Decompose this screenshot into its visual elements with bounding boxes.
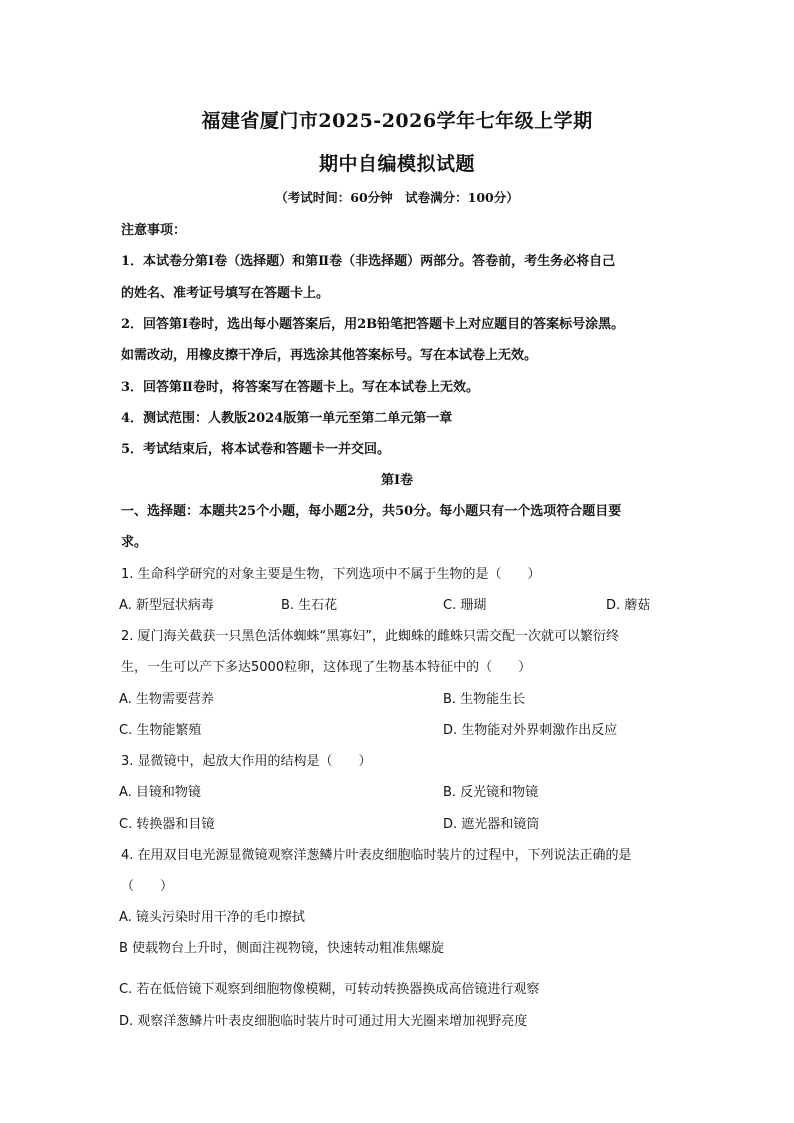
option-c: C. 生物能繁殖 <box>119 723 202 738</box>
section-instruction: 一、选择题：本题共25个小题，每小题2分，共50分。每小题只有一个选项符合题目要 <box>121 504 622 519</box>
option-b: B. 反光镜和物镜 <box>443 785 539 800</box>
option-c: C. 转换器和目镜 <box>119 817 215 832</box>
question-stem-cont: 生，一生可以产下多达5000粒卵，这体现了生物基本特征中的（ ） <box>121 660 532 675</box>
option-b: B 使载物台上升时，侧面注视物镜，快速转动粗准焦螺旋 <box>119 941 445 956</box>
note-line: 如需改动，用橡皮擦干净后，再选涂其他答案标号。写在本试卷上无效。 <box>121 348 538 363</box>
exam-time-info: （考试时间：60分钟 试卷满分：100分） <box>275 190 519 205</box>
question-stem: 4. 在用双目电光源显微镜观察洋葱鳞片叶表皮细胞临时装片的过程中，下列说法正确的是 <box>121 848 632 863</box>
option-a: A. 生物需要营养 <box>119 692 214 707</box>
note-line: 2．回答第Ⅰ卷时，选出每小题答案后，用2B铅笔把答题卡上对应题目的答案标号涂黑。 <box>121 317 625 332</box>
note-line: 4．测试范围：人教版2024版第一单元至第二单元第一章 <box>121 411 453 426</box>
note-line: 5．考试结束后，将本试卷和答题卡一并交回。 <box>121 442 391 457</box>
section-label: 第Ⅰ卷 <box>380 473 414 488</box>
option-d: D. 蘑菇 <box>606 598 651 613</box>
option-b: B. 生石花 <box>281 598 338 613</box>
option-b: B. 生物能生长 <box>443 692 526 707</box>
option-d: D. 生物能对外界刺激作出反应 <box>443 723 618 738</box>
option-c: C. 若在低倍镜下观察到细胞物像模糊，可转动转换器换成高倍镜进行观察 <box>119 982 540 997</box>
note-line: 的姓名、准考证号填写在答题卡上。 <box>121 286 330 301</box>
question-stem: 1. 生命科学研究的对象主要是生物，下列选项中不属于生物的是（ ） <box>121 567 541 582</box>
note-line: 1．本试卷分第Ⅰ卷（选择题）和第Ⅱ卷（非选择题）两部分。答卷前，考生务必将自己 <box>121 254 616 269</box>
exam-title-line2: 期中自编模拟试题 <box>318 153 475 175</box>
option-d: D. 观察洋葱鳞片叶表皮细胞临时装片时可通过用大光圈来增加视野亮度 <box>119 1014 528 1029</box>
option-a: A. 目镜和物镜 <box>119 785 201 800</box>
note-line: 3．回答第Ⅱ卷时，将答案写在答题卡上。写在本试卷上无效。 <box>121 380 480 395</box>
question-stem-cont: （ ） <box>121 879 174 894</box>
option-a: A. 镜头污染时用干净的毛巾擦拭 <box>119 910 305 925</box>
option-d: D. 遮光器和镜筒 <box>443 817 540 832</box>
option-c: C. 珊瑚 <box>443 598 487 613</box>
question-stem: 3. 显微镜中，起放大作用的结构是（ ） <box>121 754 372 769</box>
notes-heading: 注意事项： <box>121 223 187 238</box>
exam-title-line1: 福建省厦门市2025-2026学年七年级上学期 <box>201 110 593 132</box>
option-a: A. 新型冠状病毒 <box>119 598 214 613</box>
section-instruction-cont: 求。 <box>121 535 148 550</box>
question-stem: 2. 厦门海关截获一只黑色活体蜘蛛“黑寡妇”，此蜘蛛的雌蛛只需交配一次就可以繁衍终 <box>121 629 620 644</box>
